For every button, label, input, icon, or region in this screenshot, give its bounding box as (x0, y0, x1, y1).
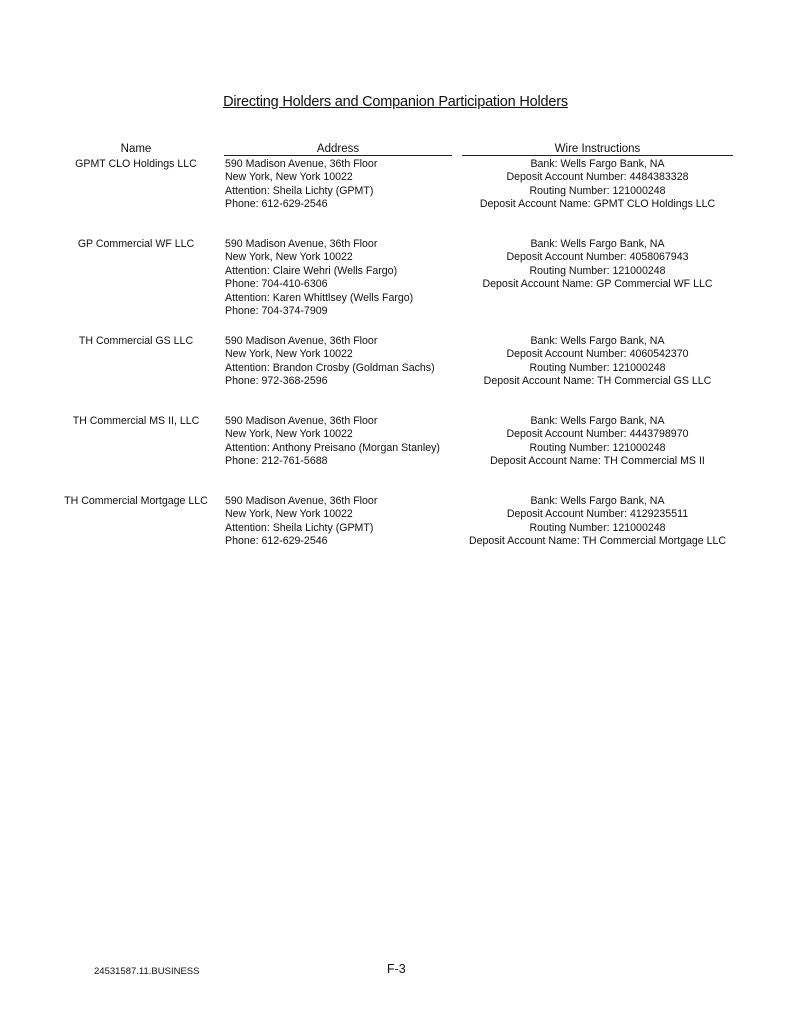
address-line: 590 Madison Avenue, 36th Floor (225, 495, 378, 507)
wire-instructions (445, 335, 750, 389)
wire-line: Routing Number: 121000248 (529, 441, 666, 454)
holder-name: TH Commercial GS LLC (78, 335, 194, 347)
wire-line: Deposit Account Name: TH Commercial MS II (490, 455, 705, 468)
wire-line: Deposit Account Name: TH Commercial Mortgage LLC (468, 535, 727, 548)
address-line: Attention: Sheila Lichty (GPMT) (225, 184, 374, 197)
wire-line: Bank: Wells Fargo Bank, NA (530, 238, 665, 250)
address-line: Phone: 612-629-2546 (225, 535, 328, 548)
address-line: Attention: Anthony Preisano (Morgan Stanley) (225, 441, 440, 454)
holder-name: TH Commercial Mortgage LLC (64, 495, 208, 507)
address-line: 590 Madison Avenue, 36th Floor (225, 335, 378, 347)
holder-name: GP Commercial WF LLC (77, 238, 195, 250)
wire-line: Routing Number: 121000248 (529, 184, 666, 197)
address-line: New York, New York 10022 (225, 171, 353, 184)
wire-line: Bank: Wells Fargo Bank, NA (530, 158, 665, 170)
holder-address (225, 238, 460, 318)
wire-line: Routing Number: 121000248 (529, 361, 666, 374)
holder-name: GPMT CLO Holdings LLC (75, 158, 197, 170)
address-line: 590 Madison Avenue, 36th Floor (225, 238, 378, 250)
address-line: Attention: Claire Wehri (Wells Fargo) (225, 264, 398, 277)
address-line: New York, New York 10022 (225, 428, 353, 441)
wire-line: Deposit Account Number: 4484383328 (506, 171, 689, 184)
address-line: Attention: Brandon Crosby (Goldman Sachs) (225, 361, 435, 374)
wire-line: Deposit Account Number: 4443798970 (506, 428, 689, 441)
holder-address (225, 335, 460, 389)
wire-instructions (445, 415, 750, 469)
address-line: Attention: Karen Whittlsey (Wells Fargo) (225, 291, 414, 304)
holder-address (225, 158, 460, 212)
wire-line: Deposit Account Name: GP Commercial WF LLC (482, 278, 713, 291)
wire-instructions (445, 238, 750, 292)
wire-line: Deposit Account Number: 4129235511 (506, 508, 689, 521)
wire-line: Bank: Wells Fargo Bank, NA (530, 415, 665, 427)
wire-line: Routing Number: 121000248 (529, 521, 666, 534)
wire-line: Routing Number: 121000248 (529, 264, 666, 277)
address-line: New York, New York 10022 (225, 348, 353, 361)
column-header-wire-instructions: Wire Instructions (462, 143, 733, 156)
wire-instructions (445, 158, 750, 212)
address-line: New York, New York 10022 (225, 251, 353, 264)
holder-address (225, 495, 460, 549)
wire-line: Deposit Account Name: TH Commercial GS LLC (483, 375, 712, 388)
wire-line: Deposit Account Number: 4058067943 (506, 251, 689, 264)
address-line: Phone: 704-410-6306 (225, 278, 328, 291)
holder-address (225, 415, 460, 469)
address-line: 590 Madison Avenue, 36th Floor (225, 415, 378, 427)
address-line: Phone: 612-629-2546 (225, 198, 328, 211)
address-line: Phone: 704-374-7909 (225, 304, 328, 317)
page-title: Directing Holders and Companion Participation Holders (223, 94, 568, 110)
wire-line: Bank: Wells Fargo Bank, NA (530, 335, 665, 347)
document-id: 24531587.11.BUSINESS (94, 966, 200, 977)
wire-line: Deposit Account Name: GPMT CLO Holdings LLC (479, 198, 716, 211)
page-number: F-3 (387, 962, 406, 976)
address-line: 590 Madison Avenue, 36th Floor (225, 158, 378, 170)
address-line: New York, New York 10022 (225, 508, 353, 521)
wire-instructions (445, 495, 750, 549)
column-header-address: Address (224, 143, 452, 156)
address-line: Attention: Sheila Lichty (GPMT) (225, 521, 374, 534)
address-line: Phone: 212-761-5688 (225, 455, 328, 468)
address-line: Phone: 972-368-2596 (225, 375, 328, 388)
column-header-name: Name (120, 143, 152, 155)
holder-name: TH Commercial MS II, LLC (72, 415, 200, 427)
wire-line: Bank: Wells Fargo Bank, NA (530, 495, 665, 507)
wire-line: Deposit Account Number: 4060542370 (506, 348, 689, 361)
